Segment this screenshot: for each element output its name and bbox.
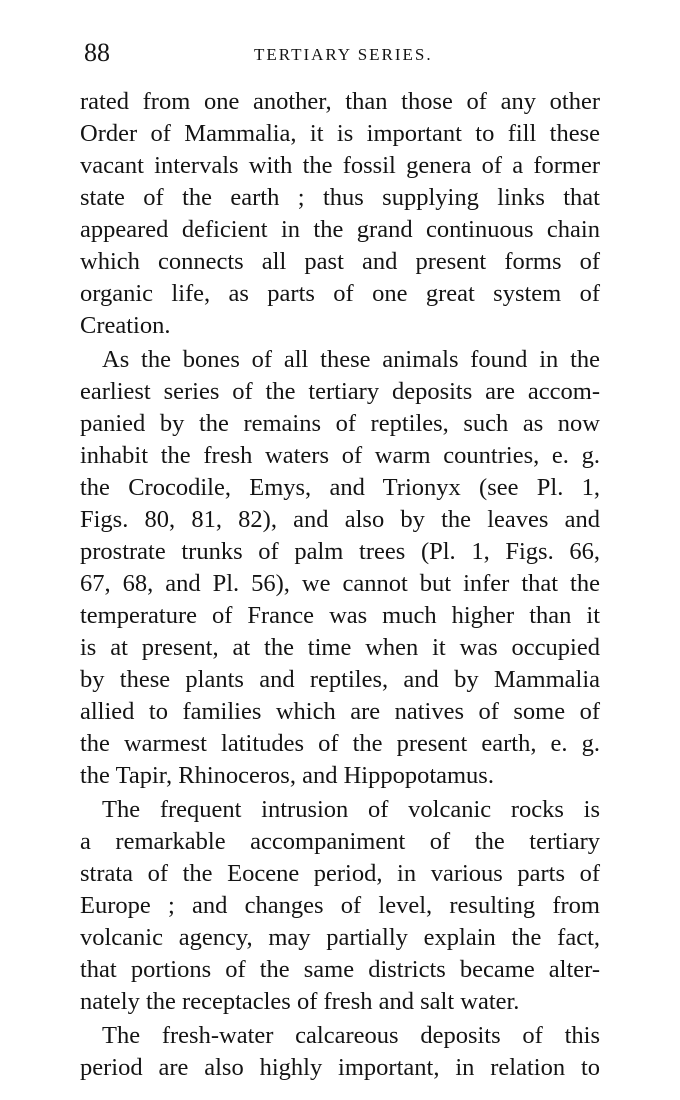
text-line: that portions of the same districts became alter- — [80, 956, 600, 983]
text-line: prostrate trunks of palm trees (Pl. 1, Figs. 66, — [80, 538, 600, 565]
text-line: the Tapir, Rhinoceros, and Hippopotamus. — [80, 762, 494, 789]
running-title: TERTIARY SERIES. — [254, 45, 433, 64]
text-line: The fresh-water calcareous deposits of this — [102, 1022, 600, 1049]
text-line: the warmest latitudes of the present earth, e. g. — [80, 730, 600, 757]
text-line: Creation. — [80, 312, 171, 339]
text-line: organic life, as parts of one great system of — [80, 280, 600, 307]
text-line: volcanic agency, may partially explain the fact, — [80, 924, 600, 951]
text-line: earliest series of the tertiary deposits are accom- — [80, 378, 600, 405]
paragraph — [80, 86, 600, 342]
text-line: state of the earth ; thus supplying links that — [80, 184, 600, 211]
text-line: by these plants and reptiles, and by Mammalia — [80, 666, 600, 693]
page-number: 88 — [84, 38, 110, 67]
text-line: Figs. 80, 81, 82), and also by the leaves and — [80, 506, 600, 533]
text-line: rated from one another, than those of any other — [80, 88, 600, 115]
text-line: temperature of France was much higher than it — [80, 602, 600, 629]
text-line: allied to families which are natives of some of — [80, 698, 600, 725]
text-line: panied by the remains of reptiles, such as now — [80, 410, 600, 437]
text-line: nately the receptacles of fresh and salt water. — [80, 988, 520, 1015]
running-head — [84, 38, 604, 68]
paragraph — [80, 1020, 600, 1084]
text-line: is at present, at the time when it was occupied — [80, 634, 600, 661]
text-line: inhabit the fresh waters of warm countries, e. g. — [80, 442, 600, 469]
paragraph — [80, 344, 600, 792]
text-line: a remarkable accompaniment of the tertiary — [80, 828, 600, 855]
text-line: 67, 68, and Pl. 56), we cannot but infer that the — [80, 570, 600, 597]
paragraph — [80, 794, 600, 1018]
text-line: the Crocodile, Emys, and Trionyx (see Pl. 1, — [80, 474, 600, 501]
text-line: The frequent intrusion of volcanic rocks is — [102, 796, 600, 823]
text-line: Europe ; and changes of level, resulting from — [80, 892, 600, 919]
text-line: appeared deficient in the grand continuous chain — [80, 216, 600, 243]
text-line: which connects all past and present forms of — [80, 248, 600, 275]
text-line: Order of Mammalia, it is important to fill these — [80, 120, 600, 147]
text-line: period are also highly important, in relation to — [80, 1054, 600, 1081]
text-line: strata of the Eocene period, in various parts of — [80, 860, 600, 887]
body-text — [80, 86, 600, 1084]
text-line: vacant intervals with the fossil genera of a former — [80, 152, 600, 179]
text-line: As the bones of all these animals found in the — [102, 346, 600, 373]
